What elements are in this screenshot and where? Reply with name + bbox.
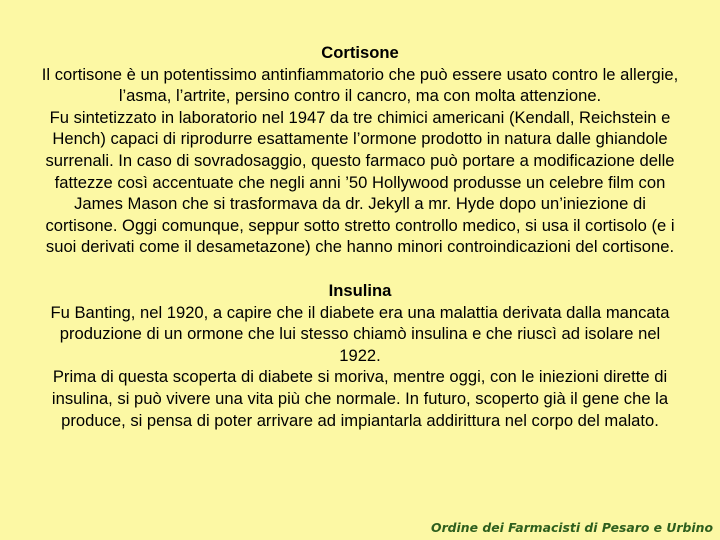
paragraph-cortisone-intro: Il cortisone è un potentissimo antinfiammatorio che può essere usato contro le allergie, l’asma, l’artrite, persino contro il cancro, ma con molta attenzione. (41, 64, 679, 106)
footer-organization: Ordine dei Farmacisti di Pesaro e Urbino (431, 520, 713, 535)
section-title-cortisone: Cortisone (321, 43, 399, 62)
section-title-insulina: Insulina (328, 280, 392, 300)
paragraph-insulina-today: Prima di questa scoperta di diabete si moriva, mentre oggi, con le iniezioni dirette di insulina, si può vivere una vita più che normale. In futuro, scoperto già il gene che la produce, si pensa di poter arrivare ad impiantarla addirittura nel corpo del malato. (51, 367, 669, 430)
paragraph-insulina-discovery: Fu Banting, nel 1920, a capire che il diabete era una malattia derivata dalla mancata produzione di un ormone che lui stesso chiamò insulina e che riuscì ad isolare nel 1922. (50, 302, 670, 365)
paragraph-cortisone-history: Fu sintetizzato in laboratorio nel 1947 da tre chimici americani (Kendall, Reichstein e Hench) capaci di riprodurre esattamente l’ormone prodotto in natura dalle ghiandole surrenali. In caso di sovradosaggio, questo farmaco può portare a modificazione delle fattezze così accentuate che negli anni ’50 Hollywood produsse un celebre film con James Mason che si trasformava da dr. Jekyll a mr. Hyde dopo un’iniezione di cortisone. Oggi comunque, seppur sotto stretto controllo medico, si usa il cortisolo (e i suoi derivati come il desametazone) che hanno minori controindicazioni del cortisone. (45, 107, 675, 257)
section-cortisone (40, 42, 680, 258)
section-spacer (40, 258, 680, 280)
slide-body (40, 42, 680, 431)
section-insulina (40, 280, 680, 431)
